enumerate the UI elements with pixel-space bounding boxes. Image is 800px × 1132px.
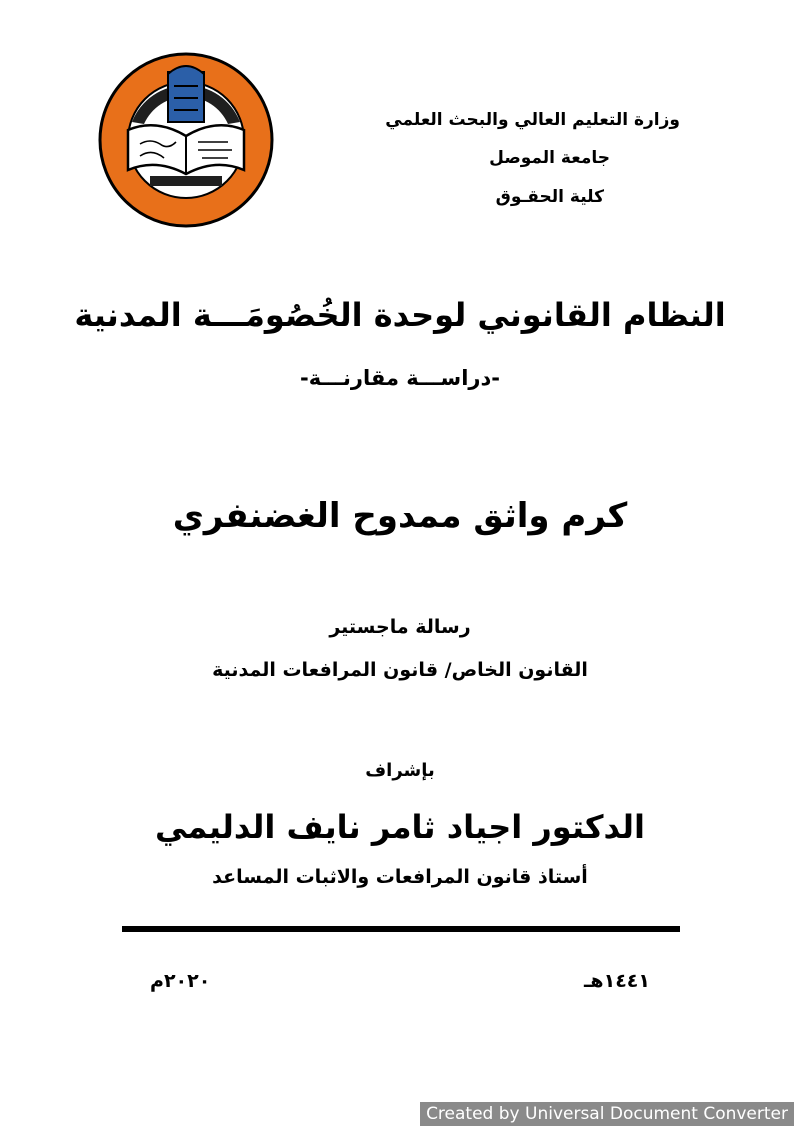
gregorian-year: ٢٠٢٠م bbox=[150, 970, 211, 992]
degree-type: رسالة ماجستير bbox=[329, 616, 471, 638]
supervisor-title: أستاذ قانون المرافعات والاثبات المساعد bbox=[212, 866, 588, 888]
university-seal-logo bbox=[98, 52, 274, 228]
thesis-subtitle: -دراســـة مقارنـــة- bbox=[300, 366, 500, 390]
university-seal-graphic bbox=[98, 52, 274, 228]
supervisor-name: الدكتور اجياد ثامر نايف الدليمي bbox=[155, 808, 645, 846]
supervision-label: بإشراف bbox=[365, 760, 435, 781]
college-name: كلية الحقـوق bbox=[495, 187, 604, 207]
specialization: القانون الخاص/ قانون المرافعات المدنية bbox=[212, 659, 588, 681]
horizontal-divider bbox=[122, 926, 680, 932]
university-name: جامعة الموصل bbox=[489, 148, 610, 168]
author-name: كرم واثق ممدوح الغضنفري bbox=[172, 496, 628, 536]
ministry-name: وزارة التعليم العالي والبحث العلمي bbox=[385, 110, 680, 130]
thesis-title: النظام القانوني لوحدة الخُصُومَـــة المدنية bbox=[74, 296, 726, 334]
hijri-year: ١٤٤١هـ bbox=[583, 970, 650, 992]
converter-watermark: Created by Universal Document Converter bbox=[420, 1102, 794, 1126]
